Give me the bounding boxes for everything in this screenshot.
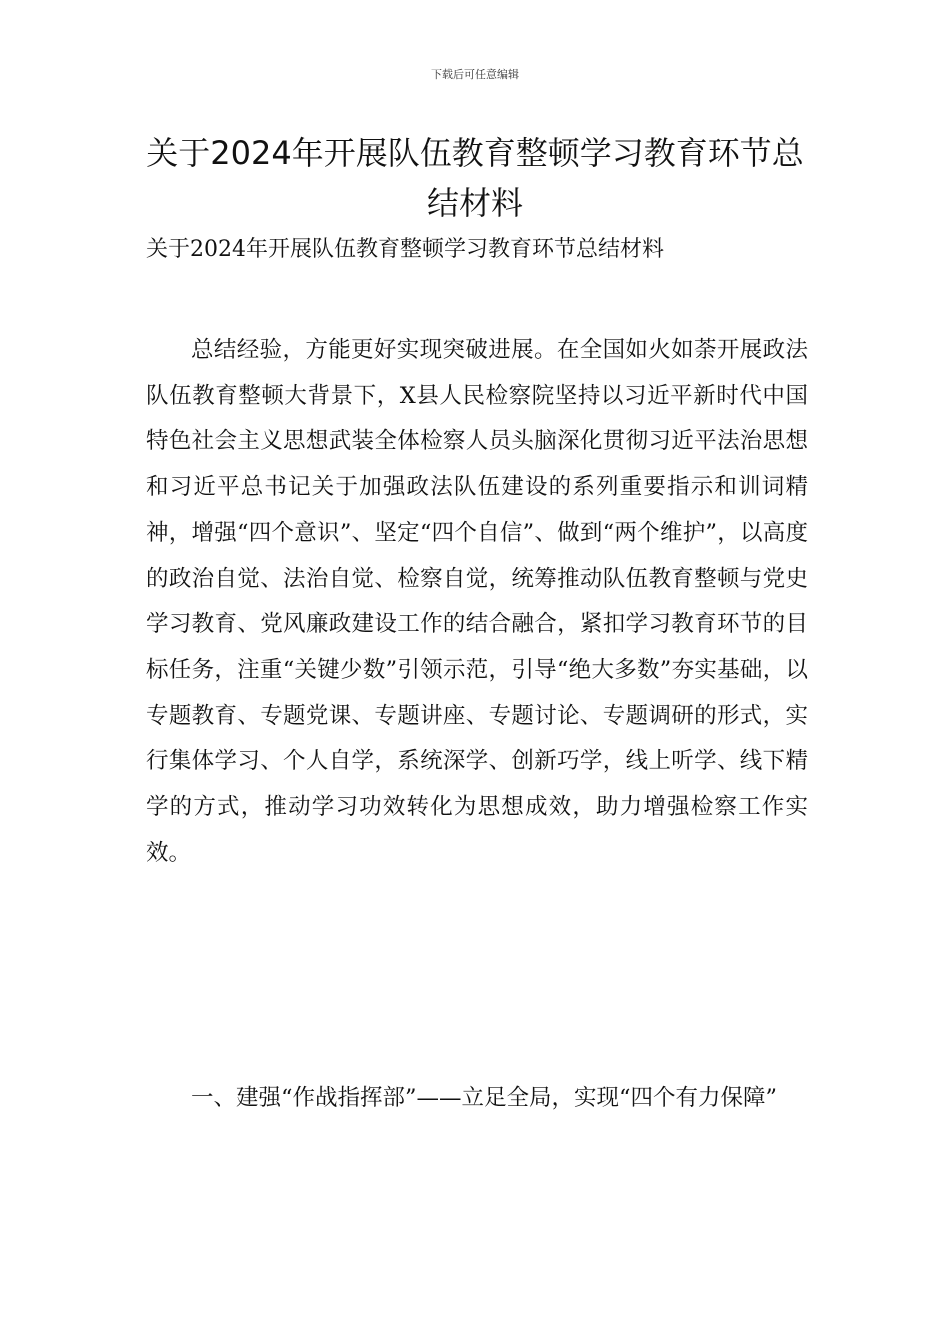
document-title: 关于2024年开展队伍教育整顿学习教育环节总结材料 — [146, 134, 804, 222]
document-subtitle: 关于2024年开展队伍教育整顿学习教育环节总结材料 — [146, 237, 664, 262]
header-note: 下载后可任意编辑 — [431, 68, 519, 81]
section-heading-one: 一、建强“作战指挥部”——立足全局，实现“四个有力保障” — [191, 1085, 778, 1111]
intro-paragraph: 总结经验，方能更好实现突破进展。在全国如火如荼开展政法队伍教育整顿大背景下，X县人民检察院坚持以习近平新时代中国特色社会主义思想武装全体检察人员头脑深化贯彻习近平法治思想和习近平总书记关于加强政法队伍建设的系列重要指示和训词精神，增强“四个意识”、坚定“四个自信”、做到“两个维护”，以高度的政治自觉、法治自觉、检察自觉，统筹推动队伍教育整顿与党史学习教育、党风廉政建设工作的结合融合，紧扣学习教育环节的目标任务，注重“关键少数”引领示范，引导“绝大多数”夯实基础，以专题教育、专题党课、专题讲座、专题讨论、专题调研的形式，实行集体学习、个人自学，系统深学、创新巧学，线上听学、线下精学的方式，推动学习功效转化为思想成效，助力增强检察工作实效。 — [146, 337, 808, 866]
